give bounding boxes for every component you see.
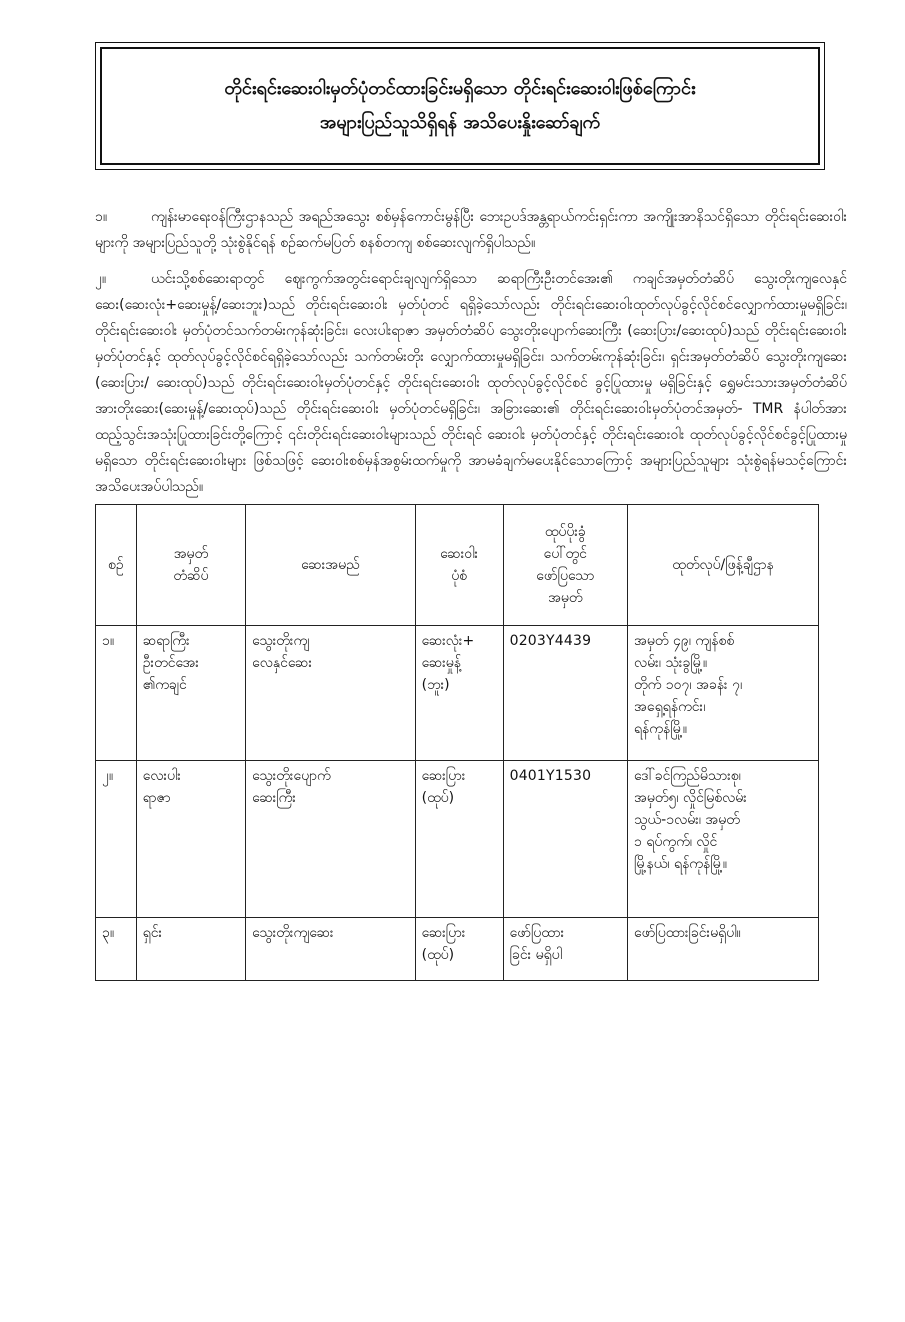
product-table bbox=[95, 504, 819, 981]
cell-line: ဆရာကြီး bbox=[142, 633, 190, 649]
cell-maker bbox=[628, 626, 819, 761]
cell-line: သွေးတိုးပျောက် bbox=[252, 768, 331, 784]
title-frame bbox=[95, 42, 825, 170]
paragraph-1 bbox=[95, 204, 847, 256]
cell-maker bbox=[628, 761, 819, 918]
cell-line: လေးပါး bbox=[142, 768, 181, 784]
cell-line: တိုက် ၁၀၇၊ အခန်း ၇၊ bbox=[634, 677, 743, 693]
table-row bbox=[96, 626, 819, 761]
paragraph-2 bbox=[95, 266, 847, 500]
announcement-page bbox=[0, 42, 905, 1322]
cell-line: အမှတ် ၄၉၊ ကျန်စစ် bbox=[634, 633, 735, 649]
cell-line: ဆေးပြား bbox=[421, 925, 466, 941]
header-maker: ထုတ်လုပ်/ဖြန့်ချီဌာန bbox=[628, 505, 819, 626]
cell-line: 0203Y4439 bbox=[509, 633, 592, 649]
cell-name bbox=[246, 761, 415, 918]
cell-line: (ထုပ်) bbox=[421, 947, 455, 963]
cell-form bbox=[415, 918, 503, 981]
paragraph-1-text: ကျန်းမာရေးဝန်ကြီးဌာနသည် အရည်အသွေး စစ်မှန်ကောင်းမွန်ပြီး ဘေးဥပဒ်အန္တရာယ်ကင်းရှင်းကာ အကျိုးအာနိသင်ရှိသော တိုင်းရင်းဆေးဝါးများကို အများပြည်သူတို့ သုံးစွဲနိုင်ရန် စဉ်ဆက်မပြတ် စနစ်တကျ စစ်ဆေးလျက်ရှိပါသည်။ bbox=[95, 209, 847, 251]
cell-line: ရာဇာ bbox=[142, 790, 171, 806]
page-title-line-1: တိုင်းရင်းဆေးဝါးမှတ်ပုံတင်ထားခြင်းမရှိသော တိုင်းရင်းဆေးဝါးဖြစ်ကြောင်း bbox=[224, 78, 696, 99]
cell-form bbox=[415, 761, 503, 918]
cell-line: ဆေးမှုန့် bbox=[421, 655, 462, 671]
cell-line: ဖော်ပြထားခြင်းမရှိပါ။ bbox=[634, 925, 741, 941]
cell-brand bbox=[136, 626, 245, 761]
cell-line: သွေးတိုးကျ bbox=[252, 633, 310, 649]
cell-name bbox=[246, 626, 415, 761]
cell-line: (ထုပ်) bbox=[421, 790, 455, 806]
cell-line: ရှင်း bbox=[142, 925, 163, 941]
paragraph-2-text: ယင်းသို့စစ်ဆေးရာတွင် ဈေးကွက်အတွင်းရောင်းချလျက်ရှိသော ဆရာကြီးဦးတင်အေး၏ ကချင်အမှတ်တံဆိပ် သွေးတိုးကျလေနှင်ဆေး(ဆေးလုံး+ဆေးမှုန့်/ဆေးဘူး)သည် တိုင်းရင်းဆေးဝါး မှတ်ပုံတင် ရရှိခဲ့သော်လည်း တိုင်းရင်းဆေးဝါးထုတ်လုပ်ခွင့်လိုင်စင်လျှောက်ထားမှုမရှိခြင်း၊ တိုင်းရင်းဆေးဝါး မှတ်ပုံတင်သက်တမ်းကုန်ဆုံးခြင်း၊ လေးပါးရာဇာ အမှတ်တံဆိပ် သွေးတိုးပျောက်ဆေးကြီး (ဆေးပြား/ဆေးထုပ်)သည် တိုင်းရင်းဆေးဝါးမှတ်ပုံတင်နှင့် ထုတ်လုပ်ခွင့်လိုင်စင်ရရှိခဲ့သော်လည်း သက်တမ်းတိုး လျှောက်ထားမှုမရှိခြင်း၊ သက်တမ်းကုန်ဆုံးခြင်း၊ ရှင်းအမှတ်တံဆိပ် သွေးတိုးကျဆေး (ဆေးပြား/ ဆေးထုပ်)သည် တိုင်းရင်းဆေးဝါးမှတ်ပုံတင်နှင့် တိုင်းရင်းဆေးဝါး ထုတ်လုပ်ခွင့်လိုင်စင် ခွင့်ပြုထားမှု မရှိခြင်းနှင့် ရွှေမင်းသားအမှတ်တံဆိပ် အားတိုးဆေး(ဆေးမှုန့်/ဆေးထုပ်)သည် တိုင်းရင်းဆေးဝါး မှတ်ပုံတင်မရှိခြင်း၊ အခြားဆေး၏ တိုင်းရင်းဆေးဝါးမှတ်ပုံတင်အမှတ်- TMR နံပါတ်အား ထည့်သွင်းအသုံးပြုထားခြင်းတို့ကြောင့် ၎င်းတိုင်းရင်းဆေးဝါးများသည် တိုင်းရင် ဆေးဝါး မှတ်ပုံတင်နှင့် တိုင်းရင်းဆေးဝါး ထုတ်လုပ်ခွင့်လိုင်စင်ခွင့်ပြုထားမှုမရှိသော တိုင်းရင်းဆေးဝါးများ ဖြစ်သဖြင့် ဆေးဝါးစစ်မှန်အစွမ်းထက်မှုကို အာမခံချက်မပေးနိုင်သောကြောင့် အများပြည်သူများ သုံးစွဲရန်မသင့်ကြောင်း အသိပေးအပ်ပါသည်။ bbox=[95, 271, 847, 495]
cell-line: (ဘူး) bbox=[421, 677, 450, 693]
header-form bbox=[415, 505, 503, 626]
cell-line: ခြင်း မရှိပါ bbox=[509, 947, 563, 963]
cell-no: ၂။ bbox=[96, 761, 137, 918]
paragraph-2-number: ၂။ bbox=[95, 271, 107, 287]
cell-line: 0401Y1530 bbox=[509, 768, 592, 784]
cell-line: တံဆိပ် bbox=[173, 568, 209, 584]
title-inner-frame bbox=[100, 47, 820, 165]
cell-line: လမ်း၊ သုံးခွမြို့။ bbox=[634, 655, 708, 671]
cell-line: သွယ်-၁လမ်း၊ အမှတ် bbox=[634, 812, 740, 828]
cell-code bbox=[503, 918, 627, 981]
header-name: ဆေးအမည် bbox=[246, 505, 415, 626]
cell-line: ဖော်ပြသော bbox=[536, 568, 595, 584]
table-header-row bbox=[96, 505, 819, 626]
cell-line: မြို့နယ်၊ ရန်ကုန်မြို့။ bbox=[634, 856, 728, 872]
paragraph-1-number: ၁။ bbox=[95, 209, 108, 225]
cell-line: အမှတ်၅၊ လှိုင်မြစ်လမ်း bbox=[634, 790, 747, 806]
cell-no: ၁။ bbox=[96, 626, 137, 761]
cell-line: ဆေးပြား bbox=[421, 768, 466, 784]
cell-line: ပုံစံ bbox=[451, 568, 468, 584]
cell-line: ၁ ရပ်ကွက်၊ လှိုင် bbox=[634, 834, 718, 850]
cell-line: ဦးတင်အေး bbox=[142, 655, 199, 671]
cell-line: ပေါ်တွင် bbox=[543, 546, 587, 562]
cell-line: လေနှင်ဆေး bbox=[252, 655, 313, 671]
cell-code bbox=[503, 626, 627, 761]
cell-line: သွေးတိုးကျဆေး bbox=[252, 925, 334, 941]
header-code bbox=[503, 505, 627, 626]
cell-line: ရန်ကုန်မြို့။ bbox=[634, 721, 687, 737]
cell-line: ၏ကချင် bbox=[142, 677, 187, 693]
table-row bbox=[96, 918, 819, 981]
cell-name bbox=[246, 918, 415, 981]
cell-line: ဆေးကြီး bbox=[252, 790, 296, 806]
cell-no: ၃။ bbox=[96, 918, 137, 981]
cell-maker bbox=[628, 918, 819, 981]
cell-line: ဆေးလုံး+ bbox=[421, 633, 475, 649]
cell-line: အရှေ့ရန်ကင်း၊ bbox=[634, 699, 706, 715]
cell-line: ဒေါ်ခင်ကြည်မိသားစု၊ bbox=[634, 768, 741, 784]
cell-line: ထုပ်ပိုးခွံ bbox=[544, 524, 586, 540]
header-brand bbox=[136, 505, 245, 626]
header-no: စဉ် bbox=[96, 505, 137, 626]
cell-line: အမှတ် bbox=[548, 590, 583, 606]
table-row bbox=[96, 761, 819, 918]
cell-line: ဖော်ပြထား bbox=[509, 925, 565, 941]
page-title-line-2: အများပြည်သူသိရှိရန် အသိပေးနှိုးဆော်ချက် bbox=[319, 112, 601, 133]
cell-brand bbox=[136, 918, 245, 981]
cell-form bbox=[415, 626, 503, 761]
cell-brand bbox=[136, 761, 245, 918]
cell-line: ဆေးဝါး bbox=[440, 546, 479, 562]
cell-line: အမှတ် bbox=[173, 546, 209, 562]
cell-code bbox=[503, 761, 627, 918]
